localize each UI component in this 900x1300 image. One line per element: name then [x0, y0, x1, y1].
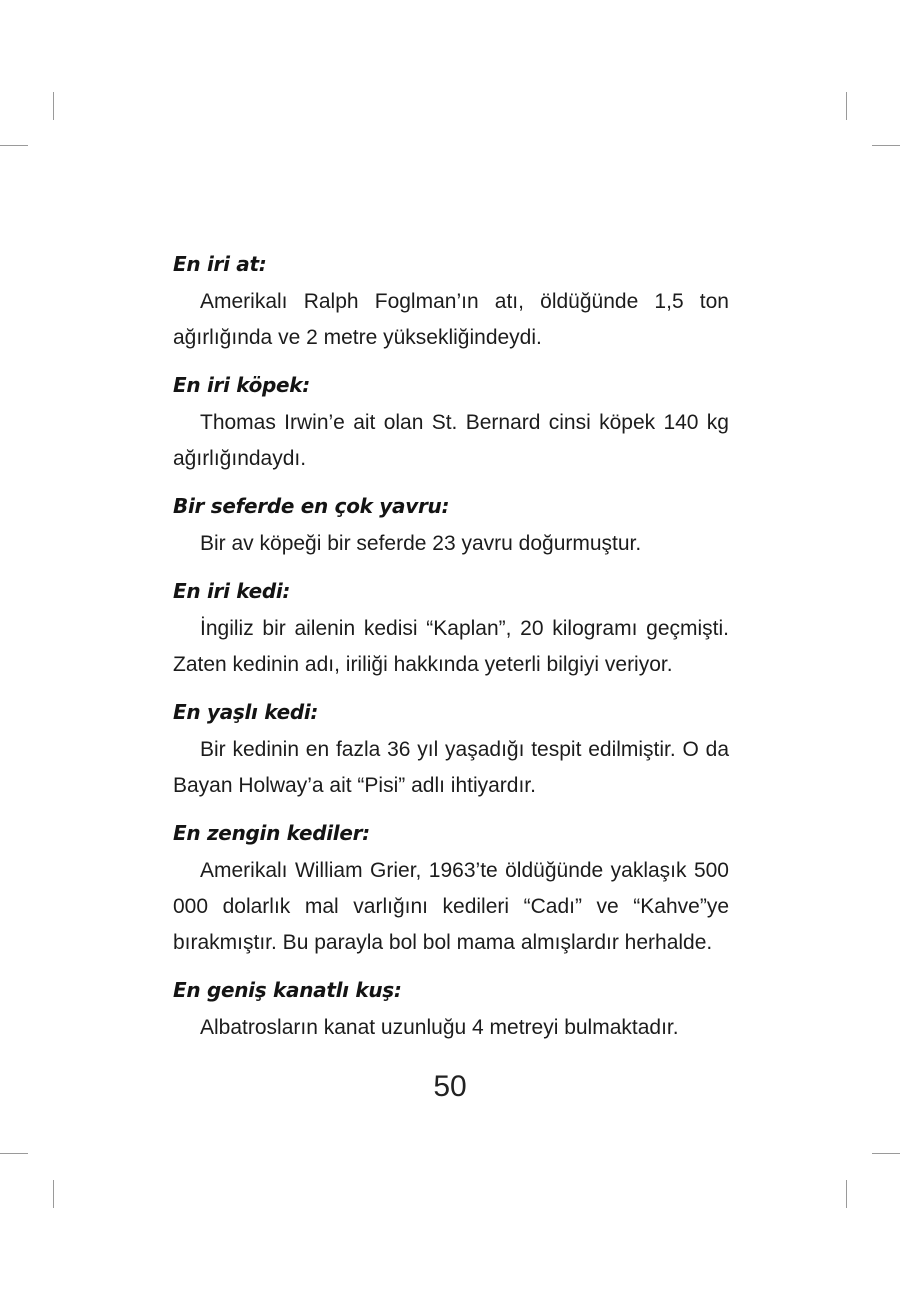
- page-number: 50: [433, 1070, 467, 1103]
- entry-heading: Bir seferde en çok yavru:: [173, 494, 450, 518]
- page-content: [173, 246, 729, 1057]
- crop-mark-bottom-left: [53, 1180, 54, 1208]
- entry-widest-wingspan: [173, 972, 729, 1046]
- entry-largest-horse: [173, 246, 729, 356]
- entry-text: Albatrosların kanat uzunluğu 4 metreyi bulmaktadır.: [200, 1016, 679, 1039]
- entry-most-puppies: [173, 488, 729, 562]
- entry-heading: En zengin kediler:: [173, 821, 370, 845]
- entry-largest-cat: [173, 573, 729, 683]
- entry-oldest-cat: [173, 694, 729, 804]
- entry-heading: En geniş kanatlı kuş:: [173, 978, 402, 1002]
- entry-heading: En iri at:: [173, 252, 267, 276]
- entry-richest-cats: [173, 815, 729, 961]
- crop-mark-top-right-h: [872, 145, 900, 146]
- entry-text: Amerikalı William Grier, 1963’te öldüğünde yaklaşık 500 000 dolarlık mal varlığını kedileri “Cadı” ve “Kahve”ye bırakmıştır. Bu parayla bol bol mama almışlardır herhalde.: [173, 859, 729, 954]
- entry-text: Bir kedinin en fazla 36 yıl yaşadığı tespit edilmiştir. O da Bayan Holway’a ait “Pisi” adlı ihtiyardır.: [173, 738, 729, 797]
- entry-text: İngiliz bir ailenin kedisi “Kaplan”, 20 kilogramı geçmişti. Zaten kedinin adı, iriliği hakkında yeterli bilgiyi veriyor.: [173, 617, 729, 676]
- entry-text: Bir av köpeği bir seferde 23 yavru doğurmuştur.: [200, 532, 642, 555]
- entry-largest-dog: [173, 367, 729, 477]
- entry-text: Amerikalı Ralph Foglman’ın atı, öldüğünde 1,5 ton ağırlığında ve 2 metre yüksekliğindeydi.: [173, 290, 729, 349]
- entry-text: Thomas Irwin’e ait olan St. Bernard cinsi köpek 140 kg ağırlığındaydı.: [173, 411, 729, 470]
- crop-mark-bottom-right-h: [872, 1153, 900, 1154]
- crop-mark-top-right: [846, 92, 847, 120]
- crop-mark-bottom-left-h: [0, 1153, 28, 1154]
- crop-mark-bottom-right: [846, 1180, 847, 1208]
- crop-mark-top-left: [53, 92, 54, 120]
- entry-heading: En iri kedi:: [173, 579, 291, 603]
- entry-heading: En yaşlı kedi:: [173, 700, 319, 724]
- crop-mark-top-left-h: [0, 145, 28, 146]
- entry-heading: En iri köpek:: [173, 373, 311, 397]
